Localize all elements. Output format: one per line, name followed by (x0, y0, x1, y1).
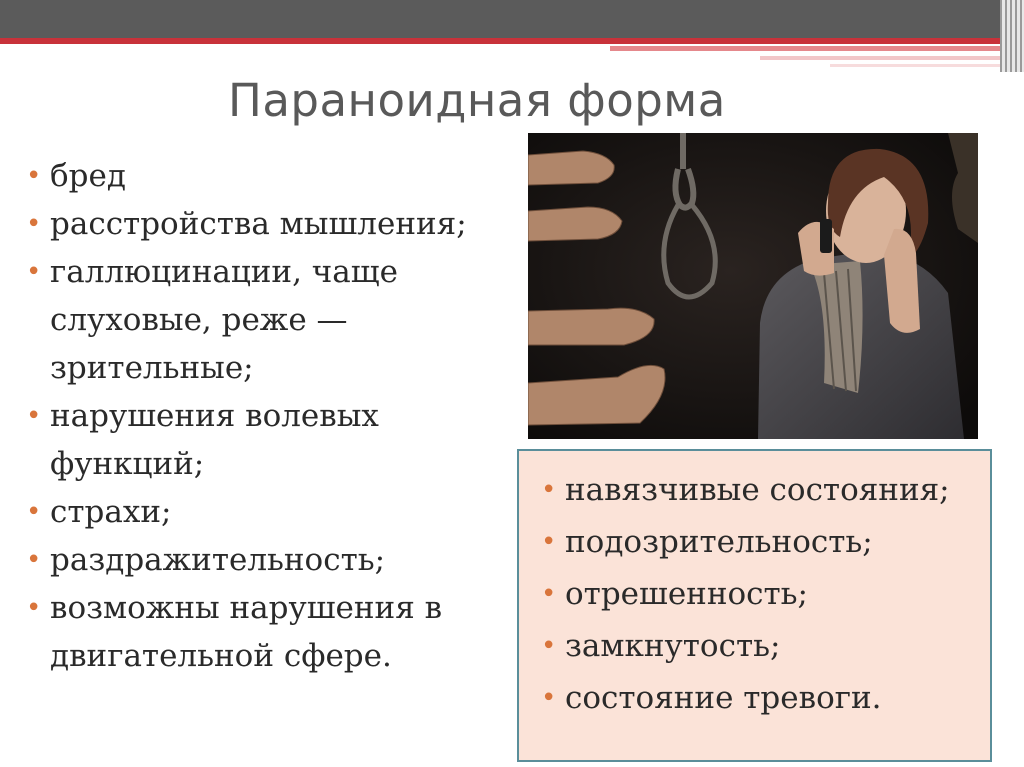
list-item: • галлюцинации, чаще слуховые, реже — зрительные; (20, 248, 520, 392)
list-item: • состояние тревоги. (535, 672, 1005, 724)
bullet-icon: • (541, 527, 557, 557)
list-item: • расстройства мышления; (20, 200, 520, 248)
list-item: • отрешенность; (535, 568, 1005, 620)
accent-line (0, 38, 1000, 44)
bullet-icon: • (26, 401, 42, 431)
list-item: • раздражительность; (20, 536, 520, 584)
accent-line-secondary (610, 46, 1000, 51)
list-item: • нарушения волевых функций; (20, 392, 520, 488)
list-item: • навязчивые состояния; (535, 464, 1005, 516)
accent-line-quaternary (830, 64, 1000, 67)
symptom-list (20, 152, 520, 680)
bullet-icon: • (26, 257, 42, 287)
bullet-icon: • (26, 161, 42, 191)
corner-stripes (1000, 0, 1024, 72)
features-list (535, 464, 1005, 724)
list-item: • бред (20, 152, 520, 200)
list-item: • подозрительность; (535, 516, 1005, 568)
bullet-icon: • (541, 475, 557, 505)
list-item: • замкнутость; (535, 620, 1005, 672)
bullet-icon: • (541, 579, 557, 609)
list-item: • возможны нарушения в двигательной сфере. (20, 584, 520, 680)
slide-title: Параноидная форма (228, 74, 726, 127)
bullet-icon: • (26, 545, 42, 575)
list-item: • страхи; (20, 488, 520, 536)
bullet-icon: • (541, 631, 557, 661)
bullet-icon: • (26, 497, 42, 527)
bullet-icon: • (26, 593, 42, 623)
top-banner (0, 0, 1024, 38)
illustration-photo (528, 133, 978, 439)
accent-line-tertiary (760, 56, 1000, 60)
bullet-icon: • (26, 209, 42, 239)
bullet-icon: • (541, 683, 557, 713)
